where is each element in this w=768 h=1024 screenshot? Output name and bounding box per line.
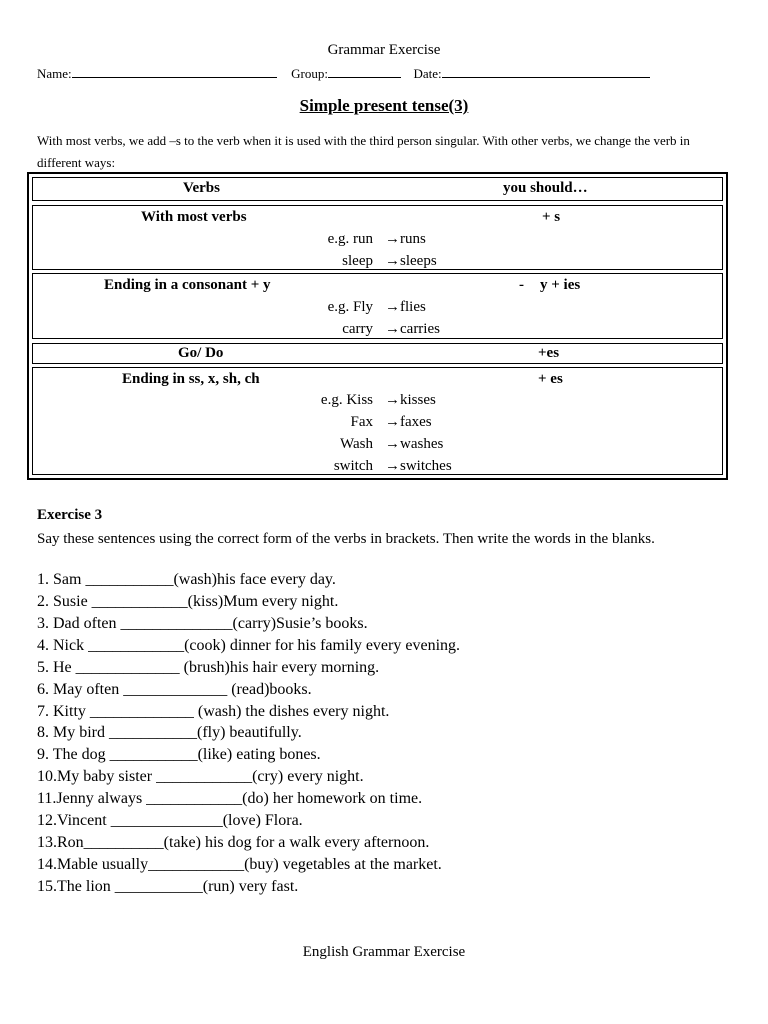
exercise-question: 11.Jenny always ____________(do) her homework on time.: [37, 790, 423, 807]
date-label: Date:: [413, 66, 442, 81]
rule-label: Go/ Do: [178, 345, 224, 361]
exercise-question: 9. The dog ___________(like) eating bones.: [37, 746, 321, 763]
example-verb: sleep: [342, 253, 373, 269]
exercise-title: Exercise 3: [37, 507, 103, 523]
example-result: →switches: [385, 458, 452, 474]
example-verb: e.g. run: [327, 231, 373, 247]
date-blank[interactable]: [442, 65, 650, 78]
exercise-question: 13.Ron__________(take) his dog for a walk every afternoon.: [37, 834, 430, 851]
example-result: →washes: [385, 436, 444, 452]
exercise-question: 15.The lion ___________(run) very fast.: [37, 878, 299, 895]
exercise-instructions: Say these sentences using the correct form of the verbs in brackets. Then write the words in the blanks.: [37, 531, 655, 547]
exercise-question: 3. Dad often ______________(carry)Susie’s books.: [37, 615, 368, 632]
table-row: [32, 205, 723, 270]
table-row: [32, 367, 723, 475]
example-verb: switch: [333, 458, 373, 474]
example-result: →sleeps: [385, 253, 437, 269]
rule-change: +es: [538, 345, 560, 361]
exercise-question: 6. May often _____________ (read)books.: [37, 681, 312, 698]
example-verb: carry: [342, 321, 373, 337]
rule-change: + s: [542, 209, 561, 225]
exercise-question: 7. Kitty _____________ (wash) the dishes every night.: [37, 703, 390, 720]
exercise-question: 12.Vincent ______________(love) Flora.: [37, 812, 303, 829]
exercise-question: 5. He _____________ (brush)his hair every morning.: [37, 659, 380, 676]
example-result: →flies: [385, 299, 426, 315]
example-result: →runs: [385, 231, 426, 247]
exercise-question: 2. Susie ____________(kiss)Mum every night.: [37, 593, 339, 610]
exercise-question: 4. Nick ____________(cook) dinner for his family every evening.: [37, 637, 461, 654]
exercise-question: 1. Sam ___________(wash)his face every day.: [37, 571, 336, 588]
example-verb: e.g. Kiss: [320, 392, 373, 408]
name-blank[interactable]: [72, 65, 277, 78]
rule-change-minus: -: [519, 277, 524, 293]
example-verb: Wash: [340, 436, 373, 452]
example-result: →carries: [385, 321, 440, 337]
rule-label: With most verbs: [141, 209, 247, 225]
group-label: Group:: [291, 66, 328, 81]
lesson-subtitle: Simple present tense(3): [299, 96, 469, 115]
rule-label: Ending in a consonant + y: [104, 277, 271, 293]
example-result: →kisses: [385, 392, 436, 408]
rules-table: [27, 172, 728, 480]
group-blank[interactable]: [328, 65, 401, 78]
example-result: →faxes: [385, 414, 432, 430]
rule-label: Ending in ss, x, sh, ch: [122, 371, 260, 387]
rule-change: + es: [538, 371, 563, 387]
exercise-question: 14.Mable usually____________(buy) vegetables at the market.: [37, 856, 442, 873]
name-label: Name:: [37, 66, 72, 81]
header-you-should: you should…: [503, 180, 588, 196]
example-verb: e.g. Fly: [327, 299, 373, 315]
exercise-question: 8. My bird ___________(fly) beautifully.: [37, 724, 302, 741]
rule-change: y + ies: [540, 277, 581, 293]
intro-paragraph: With most verbs, we add –s to the verb when it is used with the third person singular. With other verbs, we change the verb in different ways:: [37, 133, 690, 170]
table-row: [32, 273, 723, 339]
page-footer: English Grammar Exercise: [302, 944, 466, 960]
example-verb: Fax: [350, 414, 373, 430]
document-title: Grammar Exercise: [327, 42, 441, 58]
table-header-row: [32, 177, 723, 201]
header-verbs: Verbs: [183, 180, 220, 196]
student-info-line: [37, 65, 650, 82]
table-row: [32, 343, 723, 364]
exercise-question: 10.My baby sister ____________(cry) every night.: [37, 768, 364, 785]
